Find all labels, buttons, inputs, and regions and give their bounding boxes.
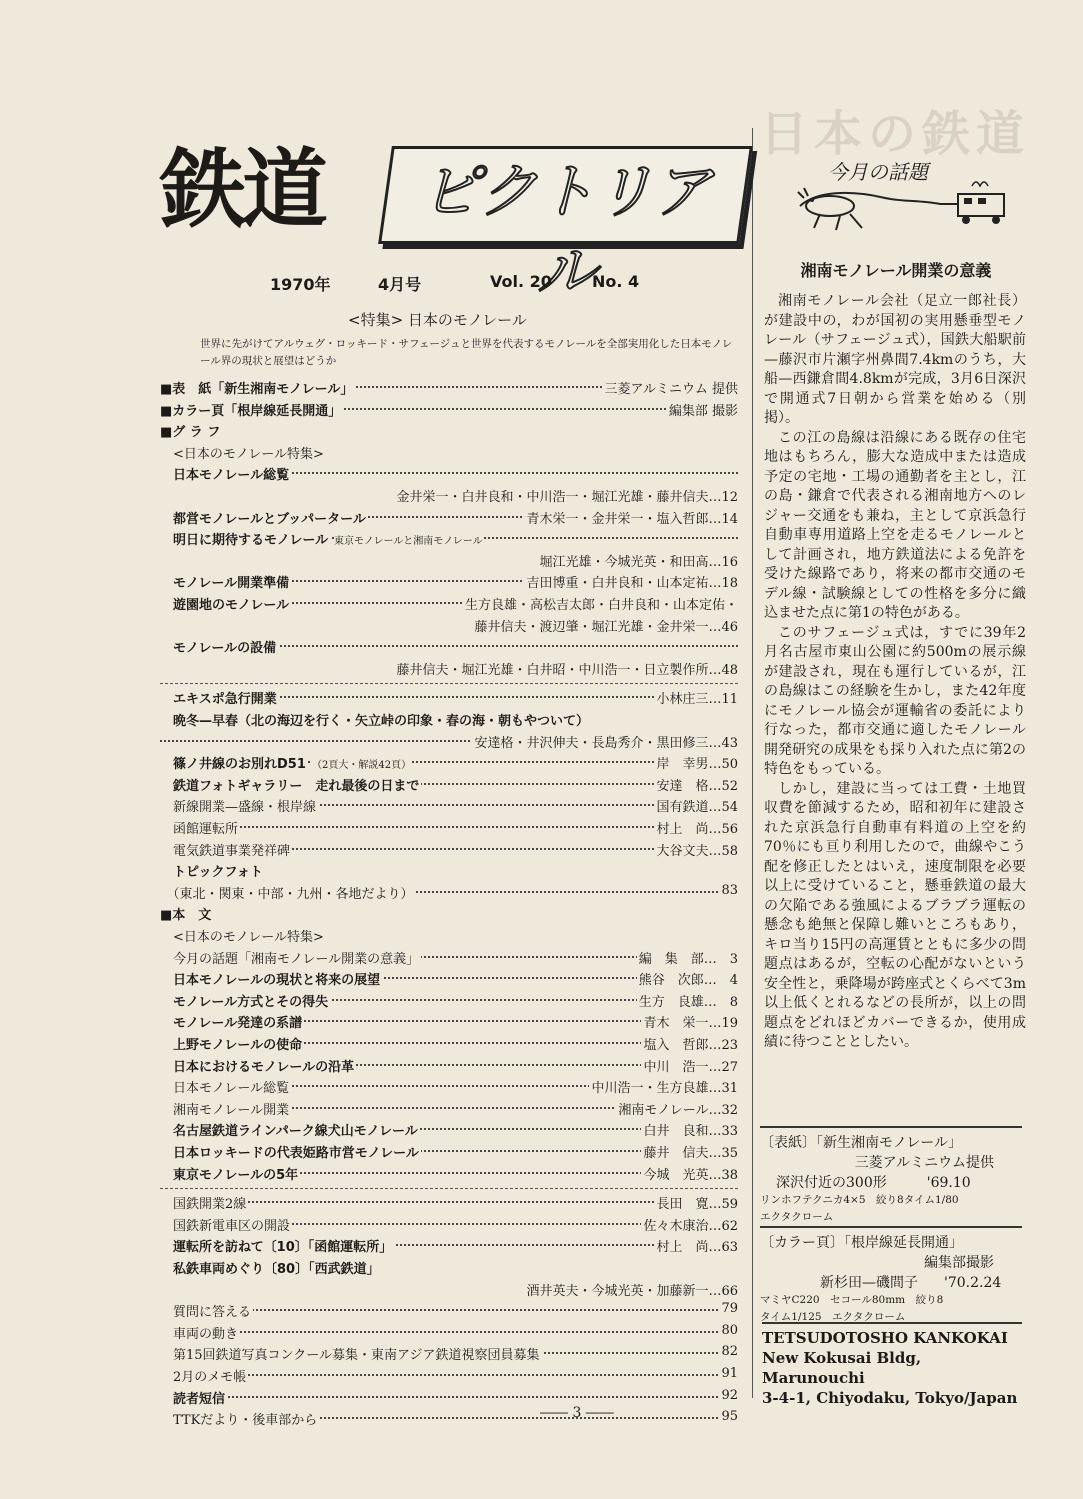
toc-row <box>160 572 738 594</box>
toc-title: 篠ノ井線のお別れD51 <box>160 753 308 772</box>
toc-row <box>160 486 738 508</box>
toc-title: モノレール方式とその得失 <box>160 991 330 1010</box>
toc-separator <box>160 683 738 684</box>
publisher-building: New Kokusai Bldg, Marunouchi <box>762 1349 922 1387</box>
toc-row <box>160 1120 738 1142</box>
toc-row <box>160 659 738 681</box>
toc-row <box>160 732 738 754</box>
toc-row <box>160 1323 738 1345</box>
toc-page: 80 <box>721 1322 738 1338</box>
toc-leader-dots <box>160 1396 738 1398</box>
toc-title: <日本のモノレール特集> <box>160 926 326 945</box>
toc-page: 佐々木康治…62 <box>641 1215 738 1234</box>
toc-page: 83 <box>721 882 738 898</box>
toc-title: 国鉄開業2線 <box>160 1193 248 1212</box>
toc-row <box>160 904 738 926</box>
toc-title: 湘南モノレール開業 <box>160 1099 291 1118</box>
toc-title: ■表 紙「新生湘南モノレール」 <box>160 378 355 397</box>
toc-title: 車両の動き <box>160 1323 240 1342</box>
cover-caption-credit: 三菱アルミニウム提供 <box>854 1155 994 1171</box>
toc-row <box>160 818 738 840</box>
toc-title: 読者短信 <box>160 1388 227 1407</box>
toc-row <box>160 1099 738 1121</box>
topic-badge <box>790 148 1030 240</box>
feature-description: 世界に先がけてアルウェグ・ロッキード・サフェージュと世界を代表するモノレールを全部実用化した日本モノレール界の現状と展望はどうか <box>200 338 733 367</box>
toc-title: ■グ ラ フ <box>160 421 222 440</box>
toc-leader-dots <box>160 826 738 828</box>
toc-row <box>160 1258 738 1280</box>
issue-number: No. 4 <box>592 272 640 291</box>
toc-title: エキスポ急行開業 <box>160 688 279 707</box>
toc-row <box>160 883 738 905</box>
toc-page: 国有鉄道…54 <box>654 796 738 815</box>
toc-row <box>160 616 738 638</box>
toc-title: 日本モノレール総覧 <box>160 1077 291 1096</box>
toc-page: 中川浩一・生方良雄…31 <box>589 1077 738 1096</box>
toc-page: 岸 幸男…50 <box>654 753 738 772</box>
toc-page: 安達格・井沢伸夫・長島秀介・黒田修三…43 <box>472 732 738 751</box>
toc-row <box>160 861 738 883</box>
topic-paragraph: この江の島線は沿線にある既存の住宅地はもちろん，膨大な造成中または造成予定の宅地・工場の通勤者を主とし，江の島・鎌倉で代表される湘南地方へのレジャー交通をも兼ね，主として京浜急行自動車専用道路上空を走るモノレールとして計画され，地方鉄道法による免許を受けた線路であり，将来の都市交通のモデル線・試験線としての性格を多分に織込ませた点に第1の特色がある。 <box>764 429 1026 621</box>
toc-leader-dots <box>160 1331 738 1333</box>
toc-title: 電気鉄道事業発祥碑 <box>160 840 292 859</box>
toc-title: 晩冬—早春（北の海辺を行く・矢立峠の印象・春の海・朝もやついて） <box>160 710 591 729</box>
color-caption-date: '70.2.24 <box>944 1275 1002 1291</box>
toc-row <box>160 1012 738 1034</box>
toc-row <box>160 753 738 775</box>
toc-row <box>160 969 738 991</box>
toc-row <box>160 508 738 530</box>
publisher-name: TETSUDOTOSHO KANKOKAI <box>762 1329 1008 1347</box>
cover-caption-title: 〔表紙〕「新生湘南モノレール」 <box>760 1126 1022 1152</box>
color-caption-film: タイム1/125 エクタクローム <box>760 1311 906 1323</box>
toc-row <box>160 948 738 970</box>
toc-page: 村上 尚…56 <box>654 818 738 837</box>
page-number: ―― 3 ―― <box>540 1405 614 1421</box>
column-divider <box>752 128 753 1398</box>
toc-title: 日本モノレール総覧 <box>160 464 291 483</box>
color-caption-place: 新杉田—磯間子 <box>820 1275 918 1291</box>
topic-paragraph: このサフェージュ式は，すでに39年2月名古屋市東山公園に約500mの展示線が建設され，現在も運行しているが，江の島線はこの経験を生かし，また42年度にモノレール協会が運輸省の委託により行なった，都市交通に適したモノレール開発研究の成果をも採り入れた点に第2の特色をもっている。 <box>764 624 1026 777</box>
issue-month: 4月号 <box>378 275 422 294</box>
toc-page: 藤井信夫・堀江光雄・白井昭・中川浩一・日立製作所…48 <box>394 659 738 678</box>
cover-caption-film: エクタクローム <box>760 1211 834 1223</box>
toc-row <box>160 688 738 710</box>
toc-title: 遊園地のモノレール <box>160 594 291 613</box>
toc-title: モノレール発達の系譜 <box>160 1012 304 1031</box>
toc-page: 青木 栄一…19 <box>641 1012 738 1031</box>
toc-title: 名古屋鉄道ラインパーク線犬山モノレール <box>160 1120 420 1139</box>
bleed-through-text: 日本の鉄道 <box>760 106 1031 162</box>
toc-page: 熊谷 次郎… 4 <box>637 969 738 988</box>
toc-row <box>160 840 738 862</box>
publisher-city: 3-4-1, Chiyodaku, Tokyo/Japan <box>762 1389 1018 1407</box>
toc-row <box>160 1236 738 1258</box>
toc-page: 79 <box>721 1301 738 1317</box>
topic-paragraph: しかし，建設に当っては工費・土地買収費を節減するため，昭和初年に建設された京浜急行自動車有料道の上空を約70％にも亘り利用したので，曲線やこう配を修正したとはいえ，速度制限を必要以上に受けていること，懸垂鉄道の最大の欠陥である強風によるブラブラ運転の懸念も絶無と保障し難いところもあり，キロ当り15円の高運賃とともに多少の問題点はあるが，空転の心配がないという安全性と，乗降場が跨座式とくらべて3m以上低くとれるなどの長所が，以上の問題点をどれほどカバーできるか，使用成績に待つこととしたい。 <box>764 780 1026 1050</box>
masthead-kanji: 鉄道 <box>160 140 324 240</box>
toc-row <box>160 594 738 616</box>
toc-row <box>160 1164 738 1186</box>
feature-title: <特集> 日本のモノレール <box>348 311 527 329</box>
toc-page: 生方良雄・高松吉太郎・白井良和・山本定佑・ <box>463 594 738 613</box>
color-caption-credit: 編集部撮影 <box>924 1255 994 1271</box>
toc-title: モノレール開業準備 <box>160 572 291 591</box>
toc-page: 藤井 信夫…35 <box>641 1142 738 1161</box>
topic-paragraph: 湘南モノレール会社（足立一郎社長）が建設中の，わが国初の実用懸垂型モノレール（サフェージュ式），国鉄大船駅前—藤沢市片瀬字州鼻間7.4kmのうち，大船—西鎌倉間4.8kmが完成，3月6日深沢で開通式7日朝から営業を始める（別掲）。 <box>764 293 1026 426</box>
toc-title: <日本のモノレール特集> <box>160 443 326 462</box>
toc-row <box>160 1193 738 1215</box>
toc-page: 編 集 部… 3 <box>637 948 738 967</box>
toc-page: 95 <box>721 1409 738 1425</box>
toc-title: 鉄道フォトギャラリー 走れ最後の日まで <box>160 775 421 794</box>
toc-page: 金井栄一・白井良和・中川浩一・堀江光雄・藤井信夫…12 <box>394 486 738 505</box>
cover-caption <box>760 1126 1022 1226</box>
toc-title: 私鉄車両めぐり〔80〕「西武鉄道」 <box>160 1258 382 1277</box>
toc-title: 運転所を訪ねて〔10〕「函館運転所」 <box>160 1236 394 1255</box>
toc-page: 長田 寛…59 <box>654 1193 738 1212</box>
toc-page: 湘南モノレール…32 <box>616 1099 738 1118</box>
toc-subtitle: 東京モノレールと湘南モノレール <box>334 532 483 547</box>
toc-page: 塩入 哲郎…23 <box>641 1034 738 1053</box>
toc-title: 新線開業—盛線・根岸線 <box>160 796 318 815</box>
issue-year: 1970年 <box>270 275 331 294</box>
toc-row <box>160 1034 738 1056</box>
toc-page: 編集部 撮影 <box>667 400 738 419</box>
color-caption-title: 〔カラー頁〕「根岸線延長開通」 <box>760 1226 1022 1252</box>
toc-title: 東京モノレールの5年 <box>160 1164 300 1183</box>
toc-row <box>160 1077 738 1099</box>
toc-row <box>160 1409 738 1431</box>
toc-page: 酒井英夫・今城光英・加藤新一…66 <box>524 1280 738 1299</box>
toc-subtitle: （2頁大・解説42頁） <box>312 756 411 771</box>
toc-title: TTKだより・後車部から <box>160 1409 319 1428</box>
toc-row <box>160 551 738 573</box>
cover-caption-date: '69.10 <box>926 1175 971 1191</box>
topic-body <box>764 292 1026 1053</box>
toc-row <box>160 1301 738 1323</box>
toc-page: 今城 光英…38 <box>641 1164 738 1183</box>
toc-title: ■カラー頁「根岸線延長開通」 <box>160 400 343 419</box>
toc-row <box>160 796 738 818</box>
toc-page: 白井 良和…33 <box>641 1120 738 1139</box>
toc-page: 大谷文夫…58 <box>654 840 738 859</box>
publisher-address <box>762 1322 1022 1408</box>
toc-row <box>160 710 738 732</box>
masthead-kana: ピクトリアル <box>420 157 710 307</box>
toc-row <box>160 443 738 465</box>
toc-title: 第15回鉄道写真コンクール募集・東南アジア鉄道視察団員募集 <box>160 1344 542 1363</box>
toc-page: 安達 格…52 <box>654 775 738 794</box>
toc-title: 国鉄新電車区の開設 <box>160 1215 292 1234</box>
toc-page: 92 <box>721 1387 738 1403</box>
toc-title: モノレールの設備 <box>160 637 278 656</box>
toc-row <box>160 637 738 659</box>
toc-title: 質問に答える <box>160 1301 253 1320</box>
toc-row <box>160 1388 738 1410</box>
toc-page: 中川 浩一…27 <box>641 1056 738 1075</box>
toc-row <box>160 378 738 400</box>
toc-title: 今月の話題「湘南モノレール開業の意義」 <box>160 948 421 967</box>
toc-title: 函館運転所 <box>160 818 240 837</box>
toc-title: 上野モノレールの使命 <box>160 1034 304 1053</box>
cover-caption-tech: リンホフテクニカ4×5 絞り8タイム1/80 <box>760 1194 959 1206</box>
toc-row <box>160 1344 738 1366</box>
toc-row <box>160 464 738 486</box>
color-caption-tech: マミヤC220 セコール80mm 絞り8 <box>760 1294 944 1306</box>
toc-title: 明日に期待するモノレール <box>160 529 330 548</box>
toc-row <box>160 775 738 797</box>
toc-page: 生方 良雄… 8 <box>637 991 738 1010</box>
toc-page: 三菱アルミニウム 提供 <box>603 378 738 397</box>
toc-title: 日本ロッキードの代表姫路市営モノレール <box>160 1142 421 1161</box>
toc-title: 都営モノレールとブッパータール <box>160 508 368 527</box>
toc-row <box>160 1366 738 1388</box>
toc-row <box>160 926 738 948</box>
toc-row <box>160 1215 738 1237</box>
color-caption <box>760 1226 1022 1326</box>
toc-page: 91 <box>721 1366 738 1381</box>
toc-page: 青木栄一・金井栄一・塩入哲郎…14 <box>524 508 738 527</box>
toc-row <box>160 991 738 1013</box>
toc-title: （東北・関東・中部・九州・各地だより） <box>160 883 416 902</box>
toc-title: ■本 文 <box>160 904 213 923</box>
toc-separator <box>160 1188 738 1189</box>
issue-volume: Vol. 20 <box>490 272 552 291</box>
toc-row <box>160 1142 738 1164</box>
toc-row <box>160 421 738 443</box>
toc-page: 82 <box>721 1344 738 1360</box>
toc-page: 村上 尚…63 <box>654 1236 738 1255</box>
toc-title: 2月のメモ帳 <box>160 1366 248 1385</box>
toc-row <box>160 1056 738 1078</box>
toc-page: 藤井信夫・渡辺肇・堀江光雄・金井栄一…46 <box>472 616 738 635</box>
toc-title: 日本におけるモノレールの沿革 <box>160 1056 356 1075</box>
toc-page: 吉田博重・白井良和・山本定祐…18 <box>524 572 738 591</box>
topic-heading: 湘南モノレール開業の意義 <box>800 261 992 280</box>
cover-caption-place: 深沢付近の300形 <box>776 1175 887 1191</box>
toc-title: 日本モノレールの現状と将来の展望 <box>160 969 382 988</box>
toc-row <box>160 400 738 422</box>
toc-page: 堀江光雄・今城光英・和田高…16 <box>537 551 738 570</box>
toc-page: 小林庄三…11 <box>654 688 738 707</box>
toc-title: トピックフォト <box>160 861 265 880</box>
toc-row <box>160 529 738 551</box>
toc-row <box>160 1280 738 1302</box>
topic-badge-title: 今月の話題 <box>828 160 928 184</box>
